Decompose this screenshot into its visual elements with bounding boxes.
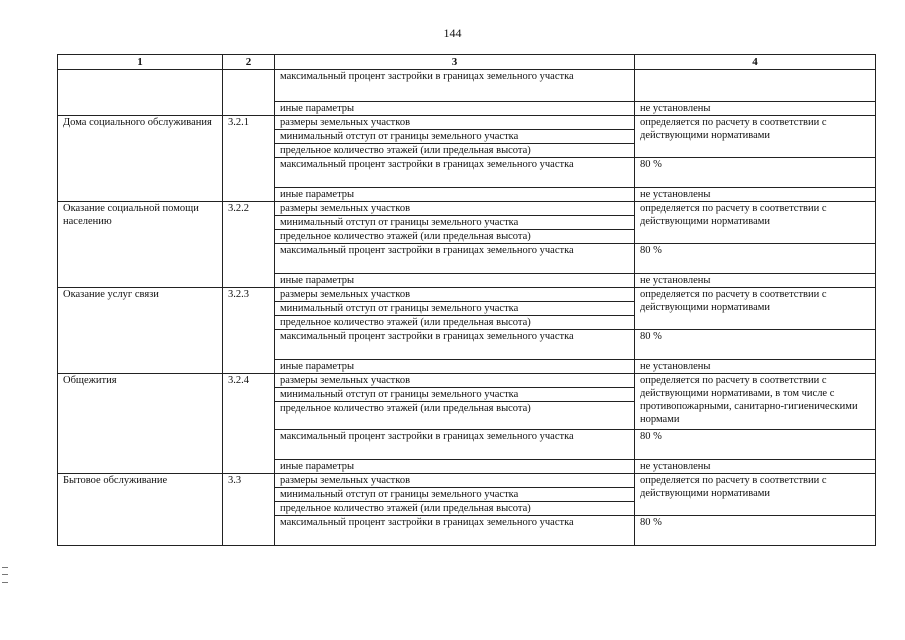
parameter-cell: максимальный процент застройки в границах земельного участка	[275, 244, 635, 274]
parameter-cell: минимальный отступ от границы земельного участка	[275, 302, 635, 316]
zoning-parameters-table	[57, 54, 876, 546]
value-cell: 80 %	[635, 516, 876, 546]
parameter-cell: максимальный процент застройки в границах земельного участка	[275, 158, 635, 188]
value-cell: 80 %	[635, 158, 876, 188]
parameter-cell: размеры земельных участков	[275, 202, 635, 216]
use-name-cell: Общежития	[58, 374, 223, 474]
value-cell: не установлены	[635, 102, 876, 116]
parameter-cell: минимальный отступ от границы земельного участка	[275, 216, 635, 230]
parameter-cell: предельное количество этажей (или предельная высота)	[275, 502, 635, 516]
value-cell: 80 %	[635, 330, 876, 360]
use-name-cell: Оказание социальной помощи населению	[58, 202, 223, 288]
value-cell: определяется по расчету в соответствии с действующими нормативами	[635, 202, 876, 244]
parameter-cell: минимальный отступ от границы земельного участка	[275, 488, 635, 502]
value-cell	[635, 70, 876, 102]
use-name-cell: Дома социального обслуживания	[58, 116, 223, 202]
parameter-cell: предельное количество этажей (или предельная высота)	[275, 402, 635, 430]
use-code-cell: 3.2.3	[223, 288, 275, 374]
parameter-cell: размеры земельных участков	[275, 288, 635, 302]
value-cell: определяется по расчету в соответствии с действующими нормативами	[635, 116, 876, 158]
value-cell: не установлены	[635, 360, 876, 374]
parameter-cell: размеры земельных участков	[275, 374, 635, 388]
parameter-cell: иные параметры	[275, 102, 635, 116]
parameter-cell: предельное количество этажей (или предельная высота)	[275, 230, 635, 244]
value-cell: определяется по расчету в соответствии с действующими нормативами	[635, 288, 876, 330]
table-row	[58, 116, 876, 130]
value-cell: 80 %	[635, 430, 876, 460]
use-code-cell: 3.3	[223, 474, 275, 546]
parameter-cell: размеры земельных участков	[275, 474, 635, 488]
parameter-cell: размеры земельных участков	[275, 116, 635, 130]
parameter-cell: минимальный отступ от границы земельного участка	[275, 388, 635, 402]
parameter-cell: предельное количество этажей (или предельная высота)	[275, 144, 635, 158]
column-header: 1	[58, 55, 223, 70]
use-name-cell: Бытовое обслуживание	[58, 474, 223, 546]
page-number: 144	[443, 26, 462, 40]
table-row	[58, 288, 876, 302]
parameter-cell: иные параметры	[275, 460, 635, 474]
column-header: 4	[635, 55, 876, 70]
value-cell: определяется по расчету в соответствии с действующими нормативами	[635, 474, 876, 516]
column-header: 3	[275, 55, 635, 70]
value-cell: не установлены	[635, 460, 876, 474]
table-row	[58, 474, 876, 488]
parameter-cell: иные параметры	[275, 188, 635, 202]
table-row	[58, 374, 876, 388]
parameter-cell: иные параметры	[275, 360, 635, 374]
parameter-cell: максимальный процент застройки в границах земельного участка	[275, 516, 635, 546]
value-cell: не установлены	[635, 188, 876, 202]
use-name-cell: Оказание услуг связи	[58, 288, 223, 374]
value-cell: 80 %	[635, 244, 876, 274]
parameter-cell: иные параметры	[275, 274, 635, 288]
table-row	[58, 202, 876, 216]
parameter-cell: максимальный процент застройки в границах земельного участка	[275, 430, 635, 460]
use-code-cell: 3.2.4	[223, 374, 275, 474]
parameter-cell: максимальный процент застройки в границах земельного участка	[275, 330, 635, 360]
use-name-cell	[58, 70, 223, 116]
table-header-row	[58, 55, 876, 70]
value-cell: не установлены	[635, 274, 876, 288]
parameter-cell: минимальный отступ от границы земельного участка	[275, 130, 635, 144]
use-code-cell	[223, 70, 275, 116]
parameter-cell: предельное количество этажей (или предельная высота)	[275, 316, 635, 330]
use-code-cell: 3.2.1	[223, 116, 275, 202]
value-cell: определяется по расчету в соответствии с действующими нормативами, в том числе с противопожарными, санитарно-гигиеническими нормами	[635, 374, 876, 430]
parameter-cell: максимальный процент застройки в границах земельного участка	[275, 70, 635, 102]
column-header: 2	[223, 55, 275, 70]
table-row	[58, 70, 876, 102]
scan-margin-mark	[2, 567, 8, 583]
use-code-cell: 3.2.2	[223, 202, 275, 288]
